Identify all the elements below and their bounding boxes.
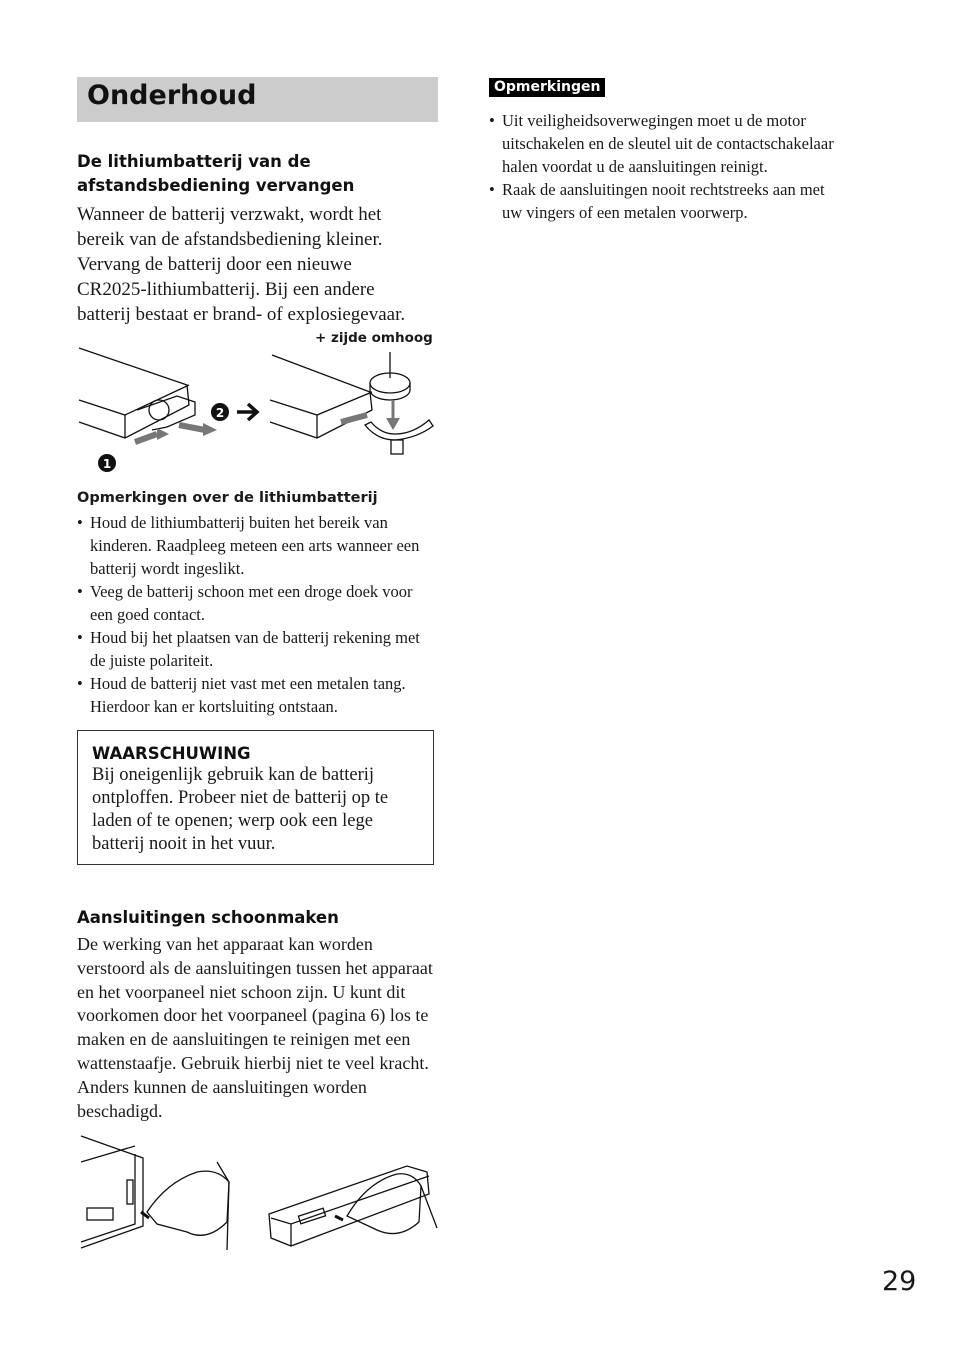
warning-heading: WAARSCHUWING	[92, 744, 251, 763]
battery-replacement-illustration	[77, 330, 447, 480]
page-number: 29	[882, 1266, 917, 1297]
list-item: • Raak de aansluitingen nooit rechtstreeks aan met uw vingers of een metalen voorwerp.	[489, 178, 844, 224]
battery-heading: De lithiumbatterij van de afstandsbediening vervangen	[77, 152, 355, 195]
cleaning-text: De werking van het apparaat kan worden verstoord als de aansluitingen tussen het apparaat en het voorpaneel niet schoon zijn. U kunt dit voorkomen door het voorpaneel (pagina 6) los te maken en de aansluitingen te reinigen met een wattenstaafje. Gebruik hierbij niet te veel kracht. Anders kunnen de aansluitingen worden beschadigd.	[77, 934, 433, 1121]
title-bar	[77, 77, 438, 122]
step-1-label: 1	[102, 457, 112, 471]
battery-intro: Wanneer de batterij verzwakt, wordt het bereik van de afstandsbediening kleiner. Vervang de batterij door een nieuwe CR2025-lithiumbatterij. Bij een andere batterij bestaat er brand- of explosiegevaar.	[77, 204, 406, 325]
warning-text: Bij oneigenlijk gebruik kan de batterij ontploffen. Probeer niet de batterij op te laden of te openen; werp ook een lege batterij nooit in het vuur.	[92, 765, 389, 854]
list-item: • Houd de batterij niet vast met een metalen tang. Hierdoor kan er kortsluiting ontstaan.	[77, 672, 439, 718]
remarks-heading: Opmerkingen	[489, 78, 605, 97]
warning-box	[77, 730, 434, 865]
list-item: • Houd de lithiumbatterij buiten het bereik van kinderen. Raadpleeg meteen een arts wanneer een batterij wordt ingeslikt.	[77, 511, 439, 580]
list-item: • Houd bij het plaatsen van de batterij rekening met de juiste polariteit.	[77, 626, 439, 672]
list-item: • Uit veiligheidsoverwegingen moet u de motor uitschakelen en de sleutel uit de contactschakelaar halen voordat u de aansluitingen reinigt.	[489, 109, 844, 178]
cleaning-heading: Aansluitingen schoonmaken	[77, 908, 339, 927]
page-title: Onderhoud	[87, 80, 257, 111]
step-2-label: 2	[215, 406, 225, 420]
remarks-list	[489, 109, 844, 224]
list-item: • Veeg de batterij schoon met een droge doek voor een goed contact.	[77, 580, 439, 626]
battery-notes-list	[77, 511, 439, 718]
polarity-label: + zijde omhoog	[315, 330, 433, 346]
cleaning-illustration	[77, 1132, 439, 1254]
battery-notes-heading: Opmerkingen over de lithiumbatterij	[77, 490, 378, 506]
